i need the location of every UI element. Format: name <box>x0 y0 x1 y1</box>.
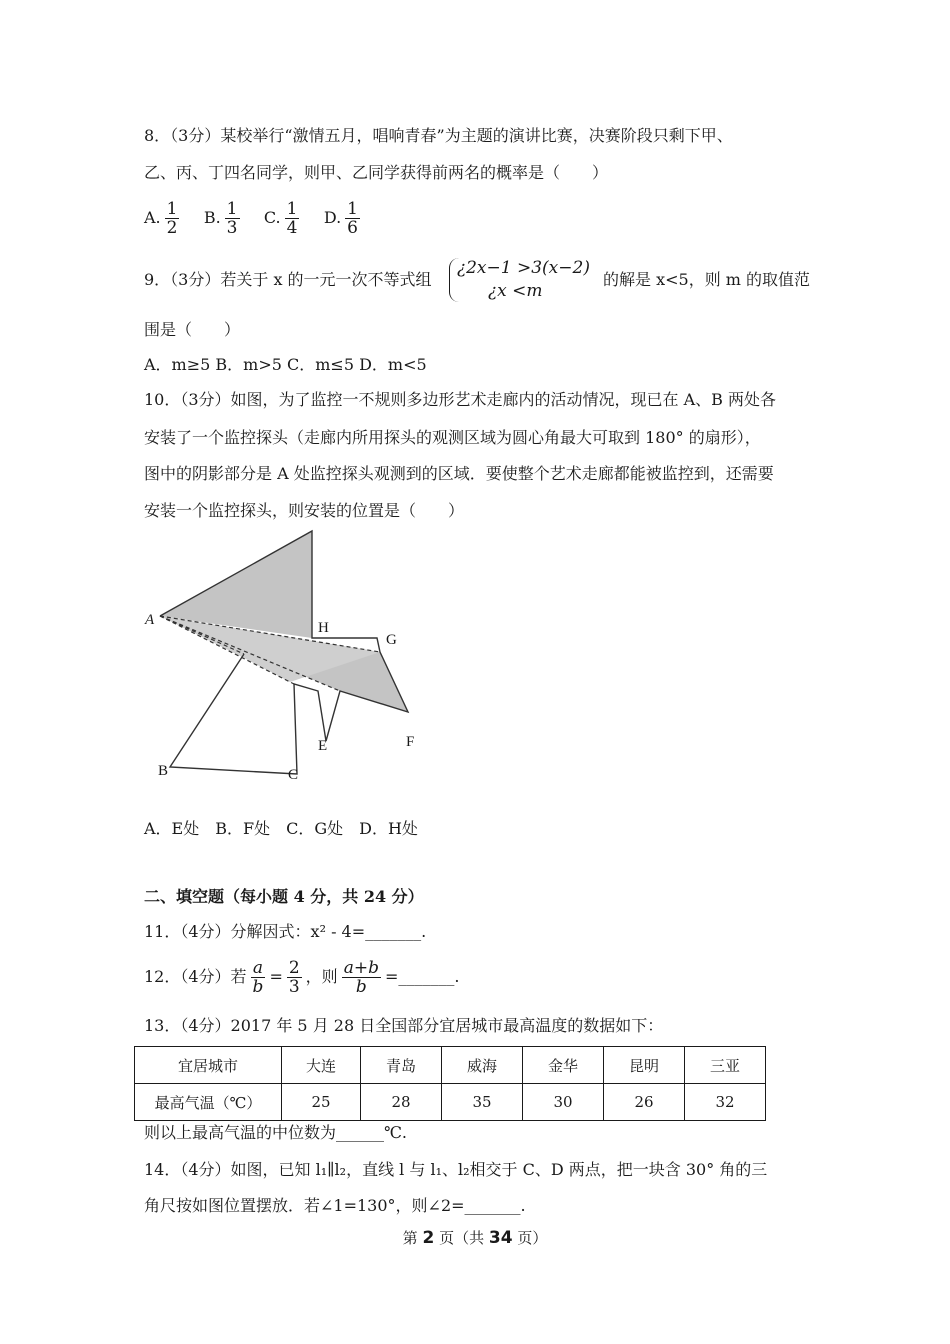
fraction <box>225 200 240 237</box>
label-f: F <box>406 734 415 750</box>
fraction-two-thirds <box>287 959 302 996</box>
table-cell: 大连 <box>282 1047 361 1084</box>
q9-inequality-2: ¿x <m <box>488 281 543 301</box>
equals-sign: = <box>269 967 283 986</box>
fraction-a-over-b <box>251 959 266 996</box>
denominator: 2 <box>166 218 178 238</box>
table-cell: 金华 <box>523 1047 604 1084</box>
footer-text: 页（共 <box>439 1229 485 1247</box>
label-a: A <box>145 612 155 628</box>
section-heading: 二、填空题（每小题 4 分，共 24 分） <box>144 887 424 906</box>
label-b: B <box>158 763 169 779</box>
denominator: 3 <box>288 977 300 997</box>
q8-line1: 8．（3分）某校举行“激情五月，唱响青春”为主题的演讲比赛，决赛阶段只剩下甲、 <box>144 126 733 145</box>
row-header: 最高气温（℃） <box>135 1084 282 1121</box>
label-e: E <box>318 738 328 754</box>
label-g: G <box>386 632 397 648</box>
q8-option-a <box>144 199 189 238</box>
table-cell: 三亚 <box>685 1047 766 1084</box>
q10-line2: 安装了一个监控探头（走廊内所用探头的观测区域为圆心角最大可取到 180° 的扇形）， <box>144 428 761 447</box>
numerator: a+b <box>343 958 379 978</box>
q8-option-b <box>203 199 249 238</box>
q8-option-d <box>323 199 364 238</box>
q14-line1: 14．（4分）如图，已知 l₁∥l₂，直线 l 与 l₁、l₂相交于 C、D 两点，把一块含 30° 角的三 <box>144 1160 768 1179</box>
footer-text: 第 <box>402 1229 418 1247</box>
q11-text: 11．（4分）分解因式：x² - 4=_______. <box>144 922 427 941</box>
option-label: B. <box>203 208 221 227</box>
total-pages: 34 <box>488 1228 513 1248</box>
fraction <box>345 200 360 237</box>
q9-options: A．m≥5 B．m>5 C．m≤5 D．m<5 <box>144 355 427 374</box>
denominator: b <box>355 977 367 997</box>
numerator: 1 <box>166 199 178 219</box>
q12-prefix: 12．（4分）若 <box>144 967 247 986</box>
table-cell: 25 <box>282 1084 361 1121</box>
q9-prefix: 9．（3分）若关于 x 的一元一次不等式组 <box>144 270 432 289</box>
q10-line4: 安装一个监控探头，则安装的位置是（ ） <box>144 501 465 520</box>
q9-inequality-1: ¿2x−1 >3(x−2) <box>457 258 590 278</box>
q13-intro: 13．（4分）2017 年 5 月 28 日全国部分宜居城市最高温度的数据如下： <box>144 1016 664 1035</box>
table-cell: 威海 <box>442 1047 523 1084</box>
gallery-figure <box>140 526 430 786</box>
fraction <box>285 200 300 237</box>
q12-mid: ，则 <box>305 967 338 986</box>
table-cell: 32 <box>685 1084 766 1121</box>
numerator: 2 <box>288 958 300 978</box>
q14-line2: 角尺按如图位置摆放．若∠1=130°，则∠2=_______. <box>144 1196 526 1215</box>
q10-options: A．E处 B．F处 C．G处 D．H处 <box>144 819 418 838</box>
denominator: 4 <box>286 218 298 238</box>
q8-line2: 乙、丙、丁四名同学，则甲、乙同学获得前两名的概率是（ ） <box>144 163 609 182</box>
q8-options <box>144 196 364 240</box>
table-cell: 青岛 <box>361 1047 442 1084</box>
q8-option-c <box>263 199 309 238</box>
numerator: 1 <box>286 199 298 219</box>
denominator: b <box>252 977 264 997</box>
q12-suffix: =_______. <box>384 967 460 986</box>
table-cell: 昆明 <box>604 1047 685 1084</box>
page-footer <box>0 1227 950 1248</box>
label-c: C <box>288 767 299 783</box>
q10-line1: 10．（3分）如图，为了监控一不规则多边形艺术走廊内的活动情况，现已在 A、B 两处各 <box>144 390 777 409</box>
row-header: 宜居城市 <box>135 1047 282 1084</box>
table-cell: 30 <box>523 1084 604 1121</box>
table-cell: 28 <box>361 1084 442 1121</box>
option-label: D. <box>323 208 342 227</box>
q9-suffix: 的解是 x<5，则 m 的取值范 <box>603 270 811 289</box>
page-number: 2 <box>422 1228 435 1248</box>
table-row <box>135 1047 766 1084</box>
fraction-a-plus-b-over-b <box>342 959 381 996</box>
label-h: H <box>318 620 329 636</box>
option-label: A. <box>144 208 161 227</box>
footer-text: 页） <box>517 1229 548 1247</box>
denominator: 6 <box>347 218 358 238</box>
table-row <box>135 1084 766 1121</box>
table-cell: 26 <box>604 1084 685 1121</box>
table-cell: 35 <box>442 1084 523 1121</box>
option-label: C. <box>263 208 281 227</box>
denominator: 3 <box>226 218 238 238</box>
temperature-table <box>134 1046 766 1121</box>
q10-line3: 图中的阴影部分是 A 处监控探头观测到的区域．要使整个艺术走廊都能被监控到，还需要 <box>144 464 774 483</box>
numerator: a <box>251 959 266 978</box>
numerator: 1 <box>347 199 358 219</box>
numerator: 1 <box>226 199 238 219</box>
fraction <box>165 200 180 237</box>
q9-line2: 围是（ ） <box>144 320 241 339</box>
q12-line <box>144 952 459 1002</box>
q13-after: 则以上最高气温的中位数为______℃. <box>144 1123 407 1142</box>
